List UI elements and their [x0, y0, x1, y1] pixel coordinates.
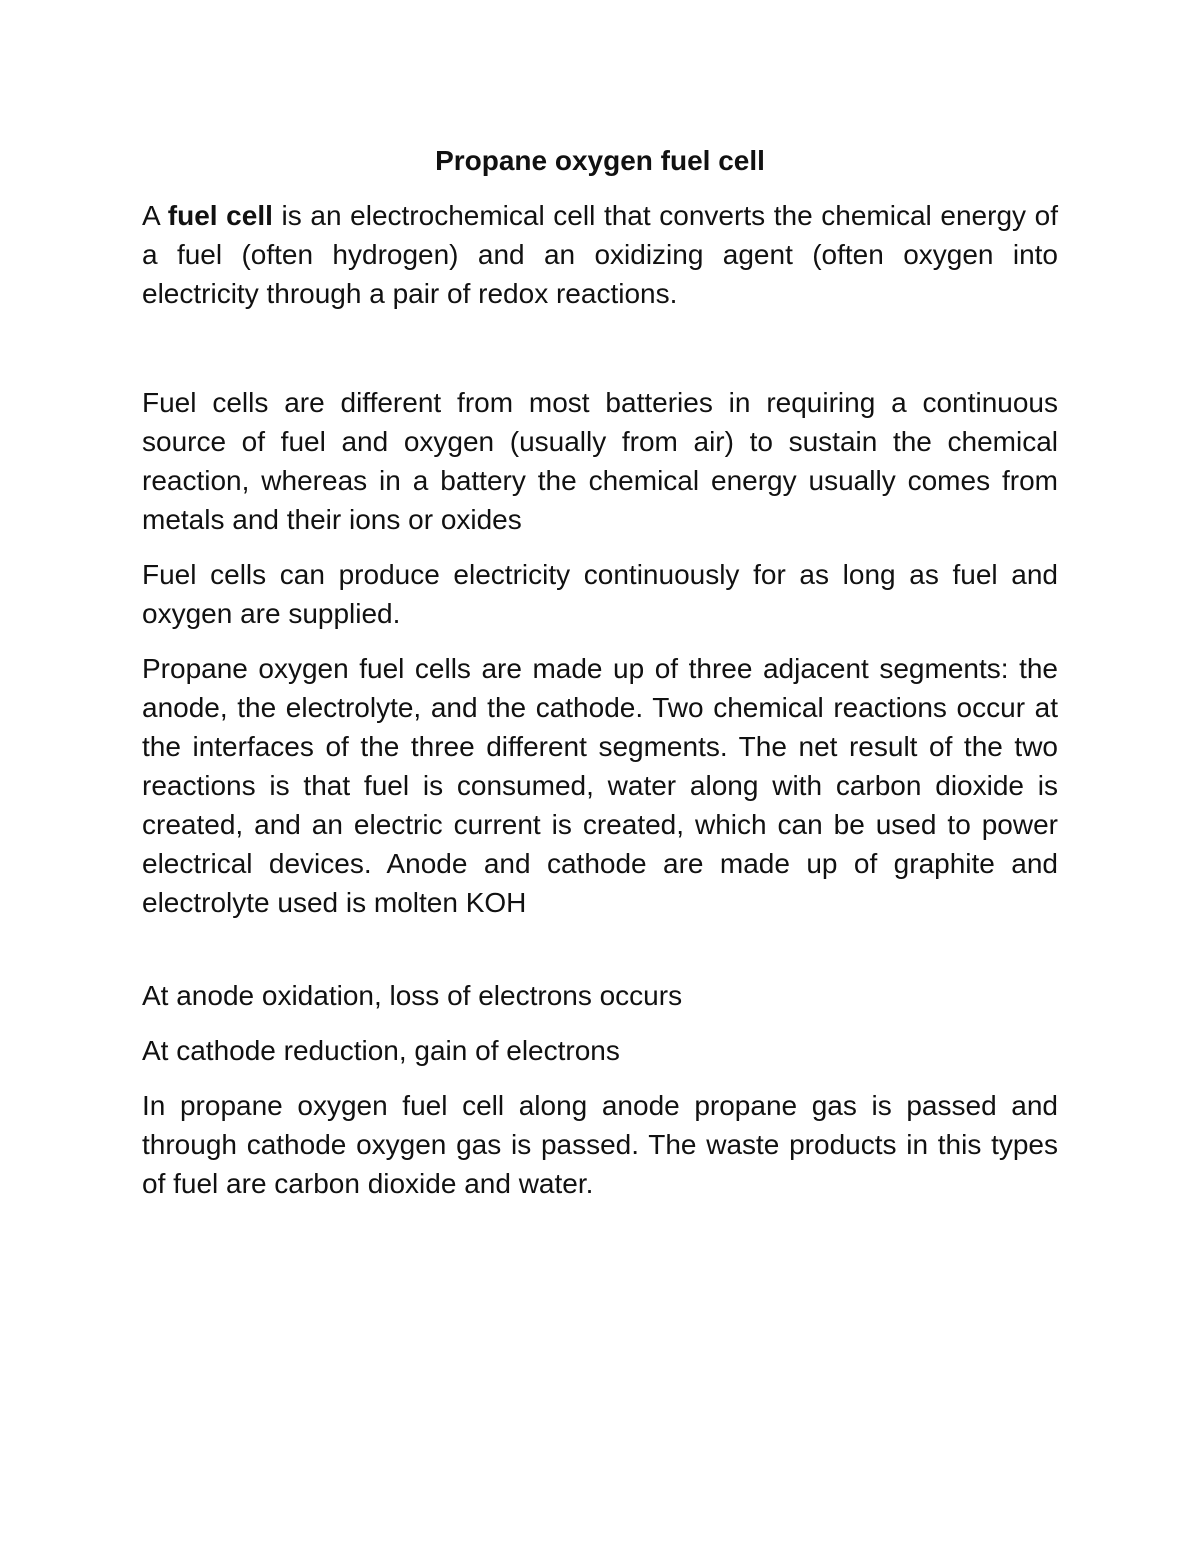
paragraph-lead: A: [142, 200, 168, 231]
page-title: Propane oxygen fuel cell: [435, 145, 765, 176]
paragraph-anode: At anode oxidation, loss of electrons occurs: [142, 980, 683, 1011]
bold-term: fuel cell: [167, 200, 273, 231]
paragraph-comparison: Fuel cells are different from most batteries in requiring a continuous source of fuel and oxygen (usually from air) to sustain the chemical reaction, whereas in a battery the chemical energy usually comes from metals and their ions or oxides: [142, 387, 1058, 535]
paragraph-cathode: At cathode reduction, gain of electrons: [142, 1035, 620, 1066]
paragraph-text: is an electrochemical cell that converts the chemical energy of a fuel (often hydrogen) and an oxidizing agent (often oxygen into electricity through a pair of redox reactions.: [142, 200, 1058, 309]
paragraph-structure: Propane oxygen fuel cells are made up of three adjacent segments: the anode, the electrolyte, and the cathode. Two chemical reactions occur at the interfaces of the three different segments. The net result of the two reactions is that fuel is consumed, water along with carbon dioxide is created, and an electric current is created, which can be used to power electrical devices. Anode and cathode are made up of graphite and electrolyte used is molten KOH: [142, 653, 1058, 918]
paragraph-propane: In propane oxygen fuel cell along anode propane gas is passed and through cathode oxygen gas is passed. The waste products in this types of fuel are carbon dioxide and water.: [142, 1090, 1058, 1199]
paragraph-definition: [142, 196, 1058, 313]
paragraph-continuous: Fuel cells can produce electricity continuously for as long as fuel and oxygen are supplied.: [142, 559, 1058, 629]
